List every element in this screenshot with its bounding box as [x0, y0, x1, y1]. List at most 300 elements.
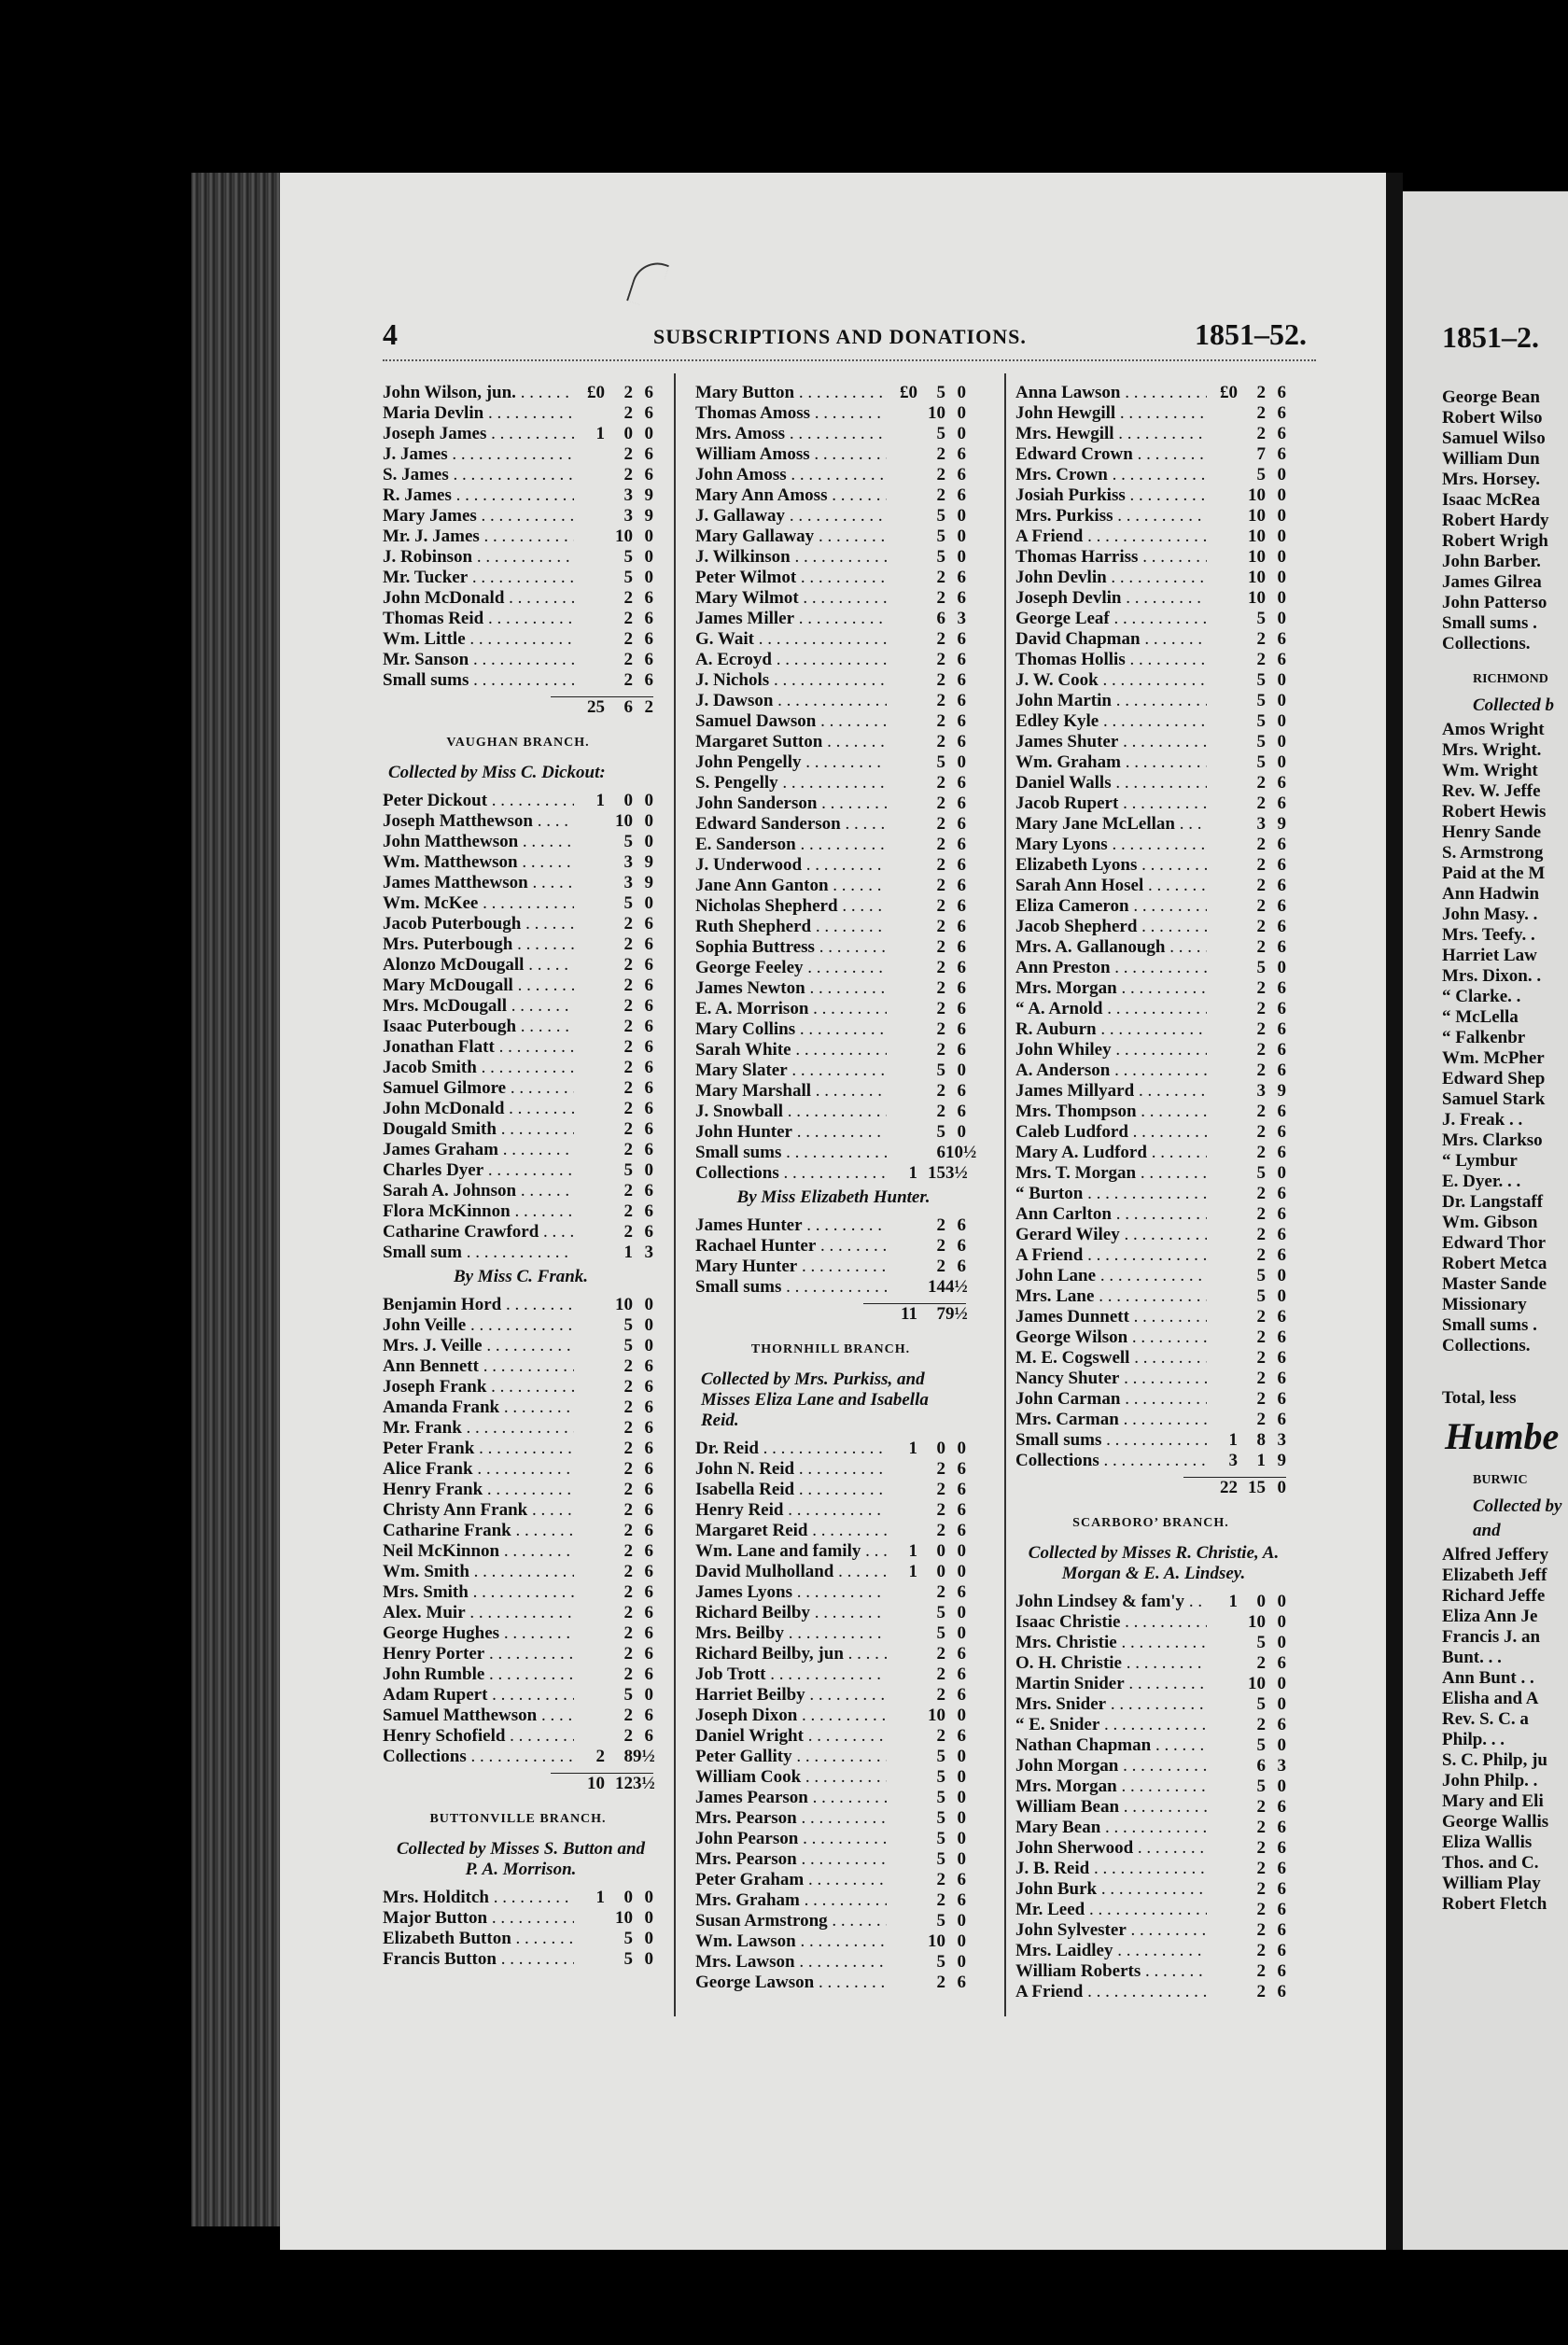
pence: 6	[644, 1562, 653, 1581]
shillings: 10	[615, 1908, 633, 1928]
shillings: 10	[928, 1706, 945, 1725]
subscription-entry	[383, 670, 653, 691]
pence: 0	[957, 547, 966, 567]
shillings: 2	[936, 1973, 945, 1992]
amount	[1204, 1797, 1286, 1818]
subscription-entry	[1015, 1266, 1286, 1286]
subscriber-name: James Hunter . . .	[695, 1215, 887, 1236]
amount	[571, 1908, 653, 1929]
subscriber-name: Bunt. . .	[1442, 1648, 1502, 1667]
subscriber-name: Adam Rupert . . .	[383, 1685, 574, 1706]
pence: 6	[1277, 835, 1286, 854]
pence: 9	[1277, 1451, 1286, 1470]
amount	[571, 568, 653, 588]
collector-note: Collected by Mrs. Purkiss, and Misses Eliza Lane and Isabella Reid.	[701, 1369, 929, 1430]
subscriber-name: Mary Jane McLellan . . .	[1015, 814, 1207, 835]
shillings: 2	[1256, 1797, 1266, 1817]
shillings: 5	[936, 1849, 945, 1869]
subscription-entry	[695, 1277, 966, 1298]
amount	[884, 1664, 966, 1685]
pence: 0	[644, 791, 653, 810]
subscriber-name: Henry Sande	[1442, 822, 1542, 842]
pounds	[884, 1500, 917, 1521]
shillings: 5	[623, 568, 633, 587]
amount	[1204, 958, 1286, 978]
subscription-entry	[1015, 383, 1286, 403]
subscriber-name: James Graham . . .	[383, 1140, 574, 1160]
subscription-entry	[695, 1931, 966, 1952]
subscriber-name: William Play	[1442, 1874, 1541, 1893]
branch-heading: BUTTONVILLE BRANCH.	[429, 1812, 607, 1826]
subscriber-name: Amos Wright	[1442, 720, 1545, 739]
subscriber-name: Mr. Frank . . .	[383, 1418, 574, 1439]
pence: 6	[1277, 1245, 1286, 1265]
amount	[884, 1480, 966, 1500]
pounds: 1	[595, 424, 605, 443]
amount	[571, 1644, 653, 1664]
subscriber-name: Alonzo McDougall . . .	[383, 955, 574, 976]
subscriber-name: R. Auburn . . .	[1015, 1019, 1207, 1040]
pounds	[1204, 1286, 1238, 1307]
shillings: 2	[936, 1726, 945, 1746]
subscriber-name: Peter Dickout . . .	[383, 791, 574, 811]
amount	[1204, 1102, 1286, 1122]
pence: 6	[1277, 1715, 1286, 1734]
subscription-entry	[695, 1562, 966, 1582]
subscriber-name: John Martin . . .	[1015, 691, 1207, 711]
amount	[884, 1849, 966, 1870]
subscriber-name: “ Falkenbr	[1442, 1028, 1526, 1047]
pence: 6	[957, 978, 966, 998]
pounds: 25	[587, 697, 605, 717]
amount	[571, 832, 653, 852]
pence: 6	[644, 1181, 653, 1201]
amount	[1204, 1327, 1286, 1348]
shillings: 5	[1256, 1266, 1266, 1285]
subscriber-name: Elizabeth Lyons . . .	[1015, 855, 1207, 876]
shillings: 2	[936, 1521, 945, 1540]
subscriber-name: Small sums .	[1442, 1315, 1537, 1335]
pence: 0	[1277, 670, 1286, 690]
amount	[884, 1215, 966, 1236]
pounds	[571, 976, 605, 996]
subscription-entry	[1015, 1040, 1286, 1060]
amount	[571, 383, 653, 403]
amount	[884, 999, 966, 1019]
pence: 6	[1277, 1410, 1286, 1429]
subscription-entry	[1015, 1859, 1286, 1879]
subscriber-name: Small sums . . .	[695, 1143, 887, 1163]
pounds	[571, 955, 605, 976]
shillings: 5	[936, 1829, 945, 1848]
amount	[571, 588, 653, 609]
amount	[1204, 793, 1286, 814]
pence: 0	[1277, 1776, 1286, 1796]
shillings: 2	[623, 1377, 633, 1397]
subscriber-name: Francis J. an	[1442, 1627, 1541, 1647]
amount	[884, 1726, 966, 1747]
pence: 6	[957, 855, 966, 875]
amount	[571, 465, 653, 485]
shillings: 5	[623, 832, 633, 851]
subscription-entry	[1015, 835, 1286, 855]
pounds: 1	[908, 1562, 917, 1581]
pence: 6	[644, 403, 653, 423]
pounds	[884, 1973, 917, 1993]
subscription-entry	[695, 793, 966, 814]
pounds	[571, 1099, 605, 1119]
shillings: 2	[936, 793, 945, 813]
shillings: 2	[623, 1037, 633, 1057]
subscriber-name: Mrs. Pearson . . .	[695, 1808, 887, 1829]
shillings: 2	[623, 465, 633, 484]
pounds	[884, 1685, 917, 1706]
subscription-entry	[383, 811, 653, 832]
shillings: 2	[1256, 1818, 1266, 1837]
subscription-entry	[695, 1788, 966, 1808]
pounds	[1204, 650, 1238, 670]
subscriber-name: James Miller . . .	[695, 609, 887, 629]
subscription-entry	[1015, 917, 1286, 937]
subscriber-name: Thos. and C.	[1442, 1853, 1539, 1873]
subscriber-name: Collections.	[1442, 1336, 1531, 1355]
pence: 6	[957, 1236, 966, 1256]
pence: 6	[1277, 1184, 1286, 1203]
pounds	[1204, 814, 1238, 835]
pounds	[1204, 1900, 1238, 1920]
pence: 6	[644, 1078, 653, 1098]
amount	[1204, 1225, 1286, 1245]
subscription-entry	[383, 1377, 653, 1397]
amount	[1204, 1389, 1286, 1410]
subscription-entry	[1015, 506, 1286, 527]
subscription-entry	[383, 1706, 653, 1726]
shillings: 2	[1256, 1122, 1266, 1142]
pounds	[884, 1767, 917, 1788]
subscriber-name: James Lyons . . .	[695, 1582, 887, 1603]
pence: 0	[957, 527, 966, 546]
subscription-entry	[695, 527, 966, 547]
pence: 9	[644, 873, 653, 892]
shillings: 5	[936, 1788, 945, 1807]
subscriber-name: Wm. McPher	[1442, 1048, 1545, 1068]
pence: 6	[644, 444, 653, 464]
subscription-entry	[383, 914, 653, 934]
shillings: 2	[623, 609, 633, 628]
shillings: 2	[1256, 876, 1266, 895]
shillings: 2	[1256, 1102, 1266, 1121]
pence: 4½	[945, 1277, 968, 1297]
amount	[884, 752, 966, 773]
pounds: 1	[595, 1888, 605, 1907]
shillings: 5	[936, 1623, 945, 1643]
pounds	[571, 1480, 605, 1500]
pence: 0	[957, 1706, 966, 1725]
pence: 0	[644, 893, 653, 913]
subscriber-name: Wm. Lane and family . . .	[695, 1541, 887, 1562]
subscriber-name: Dr. Reid . . .	[695, 1439, 887, 1459]
pence: 6	[644, 1377, 653, 1397]
subscription-entry	[695, 1623, 966, 1644]
amount	[1204, 1715, 1286, 1735]
subscription-entry	[1015, 1163, 1286, 1184]
shillings: 2	[623, 444, 633, 464]
pence: 0	[1277, 1694, 1286, 1714]
pence: 0	[957, 383, 966, 402]
pounds	[1204, 1143, 1238, 1163]
amount	[884, 1829, 966, 1849]
pence: 6	[644, 1541, 653, 1561]
pounds	[1204, 1369, 1238, 1389]
subscriber-name: Jacob Rupert . . .	[1015, 793, 1207, 814]
amount	[571, 1685, 653, 1706]
branch-total	[863, 1303, 966, 1325]
collector-note: and	[1473, 1521, 1501, 1540]
pounds: 10	[587, 1774, 605, 1793]
pence: 10½	[945, 1143, 977, 1162]
amount	[1204, 547, 1286, 568]
pence: 6	[1277, 1653, 1286, 1673]
pounds	[571, 1315, 605, 1336]
pounds	[571, 1017, 605, 1037]
pounds	[571, 1037, 605, 1058]
page-year: 1851–52.	[1195, 317, 1307, 351]
pounds	[884, 444, 917, 465]
subscriber-name: James Newton . . .	[695, 978, 887, 999]
subscription-entry	[695, 1603, 966, 1623]
pounds	[571, 1521, 605, 1541]
subscription-entry	[383, 1336, 653, 1356]
amount	[1204, 896, 1286, 917]
pounds	[884, 1480, 917, 1500]
pounds	[571, 506, 605, 527]
subscriber-name: Wm. Matthewson . . .	[383, 852, 574, 873]
shillings: 2	[623, 1397, 633, 1417]
pence: 0	[1277, 485, 1286, 505]
shillings: 5	[936, 1808, 945, 1828]
pence: 6	[957, 1870, 966, 1889]
subscription-entry	[695, 1664, 966, 1685]
subscriber-name: Nancy Shuter . . .	[1015, 1369, 1207, 1389]
pounds: 11	[901, 1304, 917, 1324]
subscriber-name: Mary Bean . . .	[1015, 1818, 1207, 1838]
shillings: 2	[1256, 424, 1266, 443]
pence: 2	[644, 697, 653, 717]
pounds	[571, 1119, 605, 1140]
subscriber-name: Gerard Wiley . . .	[1015, 1225, 1207, 1245]
amount	[1204, 1694, 1286, 1715]
subscriber-name: Amanda Frank . . .	[383, 1397, 574, 1418]
amount	[1204, 568, 1286, 588]
amount	[1204, 1060, 1286, 1081]
subscriber-name: John Sanderson . . .	[695, 793, 887, 814]
subscriber-name: Mr. Leed . . .	[1015, 1900, 1207, 1920]
subscriber-name: R. James . . .	[383, 485, 574, 506]
subscriber-name: Thomas Reid . . .	[383, 609, 574, 629]
subscription-entry	[383, 1480, 653, 1500]
subscriber-name: James Pearson . . .	[695, 1788, 887, 1808]
subscription-entry	[1015, 1735, 1286, 1756]
pence: 6	[644, 1500, 653, 1520]
amount	[571, 1929, 653, 1949]
pence: 6	[957, 958, 966, 977]
subscription-entry	[383, 1222, 653, 1243]
subscriber-name: Mrs. J. Veille . . .	[383, 1336, 574, 1356]
pounds	[571, 1459, 605, 1480]
shillings: 2	[936, 1664, 945, 1684]
subscriber-name: Mrs. Christie . . .	[1015, 1633, 1207, 1653]
amount	[571, 1439, 653, 1459]
amount	[571, 1356, 653, 1377]
subscriber-name: Flora McKinnon . . .	[383, 1201, 574, 1222]
subscriber-name: Jane Ann Ganton . . .	[695, 876, 887, 896]
subscription-entry	[383, 629, 653, 650]
pounds	[571, 1439, 605, 1459]
amount	[1204, 1838, 1286, 1859]
shillings: 2	[1256, 1961, 1266, 1981]
pounds	[1204, 424, 1238, 444]
pence: 6	[644, 996, 653, 1016]
amount	[884, 1623, 966, 1644]
shillings: 7	[1256, 444, 1266, 464]
subscriber-name: Charles Dyer . . .	[383, 1160, 574, 1181]
pounds	[884, 999, 917, 1019]
pence: 6	[957, 485, 966, 505]
subscription-entry	[383, 609, 653, 629]
pounds	[571, 588, 605, 609]
subscriber-name: John Hunter . . .	[695, 1122, 887, 1143]
pounds	[1204, 527, 1238, 547]
pence: 0	[957, 1911, 966, 1931]
subscriber-name: Edward Sanderson . . .	[695, 814, 887, 835]
pounds	[571, 1706, 605, 1726]
subscription-entry	[383, 1356, 653, 1377]
amount	[571, 873, 653, 893]
subscriber-name: S. Armstrong	[1442, 843, 1544, 863]
amount	[571, 955, 653, 976]
pounds: 1	[908, 1439, 917, 1458]
pounds	[1204, 547, 1238, 568]
amount	[884, 1439, 966, 1459]
pounds	[884, 1644, 917, 1664]
shillings: 2	[623, 629, 633, 649]
shillings: 2	[623, 1418, 633, 1438]
amount	[884, 506, 966, 527]
pounds	[1204, 506, 1238, 527]
pounds	[1204, 752, 1238, 773]
spacer	[1015, 1498, 1286, 1508]
amount	[571, 1181, 653, 1201]
subscriber-name: Isaac Christie . . .	[1015, 1612, 1207, 1633]
shillings: 0	[936, 1439, 945, 1458]
pence: 6	[1277, 1389, 1286, 1409]
pounds	[1204, 1266, 1238, 1286]
subscriber-name: Caleb Ludford . . .	[1015, 1122, 1207, 1143]
pounds	[571, 547, 605, 568]
amount	[884, 1122, 966, 1143]
subscriber-name: O. H. Christie . . .	[1015, 1653, 1207, 1674]
pounds	[884, 670, 917, 691]
pounds	[571, 1582, 605, 1603]
pence: 6	[644, 1439, 653, 1458]
subscriber-name: Mrs. Snider . . .	[1015, 1694, 1207, 1715]
amount	[1204, 855, 1286, 876]
subscription-entry	[1015, 937, 1286, 958]
subscriber-name: John Barber.	[1442, 552, 1541, 571]
subscription-entry	[695, 876, 966, 896]
shillings: 2	[936, 835, 945, 854]
subscriber-name: John Sherwood . . .	[1015, 1838, 1207, 1859]
subscription-entry	[1015, 1756, 1286, 1776]
pounds	[884, 958, 917, 978]
page-header	[383, 317, 1316, 355]
subscriber-name: Mary Wilmot . . .	[695, 588, 887, 609]
pounds	[571, 1201, 605, 1222]
subscription-entry	[1015, 424, 1286, 444]
pounds	[1204, 1776, 1238, 1797]
amount	[571, 791, 653, 811]
subscriber-name: Maria Devlin . . .	[383, 403, 574, 424]
amount	[1204, 588, 1286, 609]
amount	[884, 1019, 966, 1040]
pounds	[884, 1257, 917, 1277]
pence: 0	[644, 1929, 653, 1948]
shillings: 2	[1256, 917, 1266, 936]
subscriber-name: James Millyard . . .	[1015, 1081, 1207, 1102]
pence: 0	[644, 1949, 653, 1969]
pounds	[1204, 1122, 1238, 1143]
subscription-entry	[1015, 1081, 1286, 1102]
pence: 6	[1277, 917, 1286, 936]
subscriber-name: John Devlin . . .	[1015, 568, 1207, 588]
subscription-entry	[383, 852, 653, 873]
amount	[1204, 1612, 1286, 1633]
subscription-entry	[1015, 978, 1286, 999]
shillings: 2	[936, 1459, 945, 1479]
shillings: 0	[936, 1541, 945, 1561]
shillings: 2	[1256, 1653, 1266, 1673]
branch-heading: RICHMOND	[1473, 672, 1548, 686]
pounds	[1204, 1694, 1238, 1715]
pence: 6	[957, 835, 966, 854]
shillings: 6	[1256, 1756, 1266, 1776]
amount	[571, 1119, 653, 1140]
pounds	[1204, 1982, 1238, 2002]
pence: 6	[1277, 773, 1286, 793]
subscription-entry	[383, 1017, 653, 1037]
amount	[884, 1973, 966, 1993]
subscription-entry	[695, 1122, 966, 1143]
subscription-entry	[383, 547, 653, 568]
pounds	[884, 937, 917, 958]
subscription-entry	[1015, 1941, 1286, 1961]
shillings: 5	[623, 1929, 633, 1948]
pounds	[884, 1459, 917, 1480]
shillings: 2	[936, 1500, 945, 1520]
amount	[884, 629, 966, 650]
pence: 6	[957, 568, 966, 587]
subscriber-name: Edward Shep	[1442, 1069, 1546, 1088]
pounds	[1204, 1818, 1238, 1838]
subscriber-name: Eliza Wallis	[1442, 1832, 1533, 1852]
pence: 6	[644, 1582, 653, 1602]
shillings: 5	[936, 527, 945, 546]
subscriber-name: Henry Porter . . .	[383, 1644, 574, 1664]
subscription-entry	[695, 1439, 966, 1459]
pence: 9½	[633, 1747, 655, 1766]
shillings: 5	[936, 1952, 945, 1972]
pounds	[571, 403, 605, 424]
